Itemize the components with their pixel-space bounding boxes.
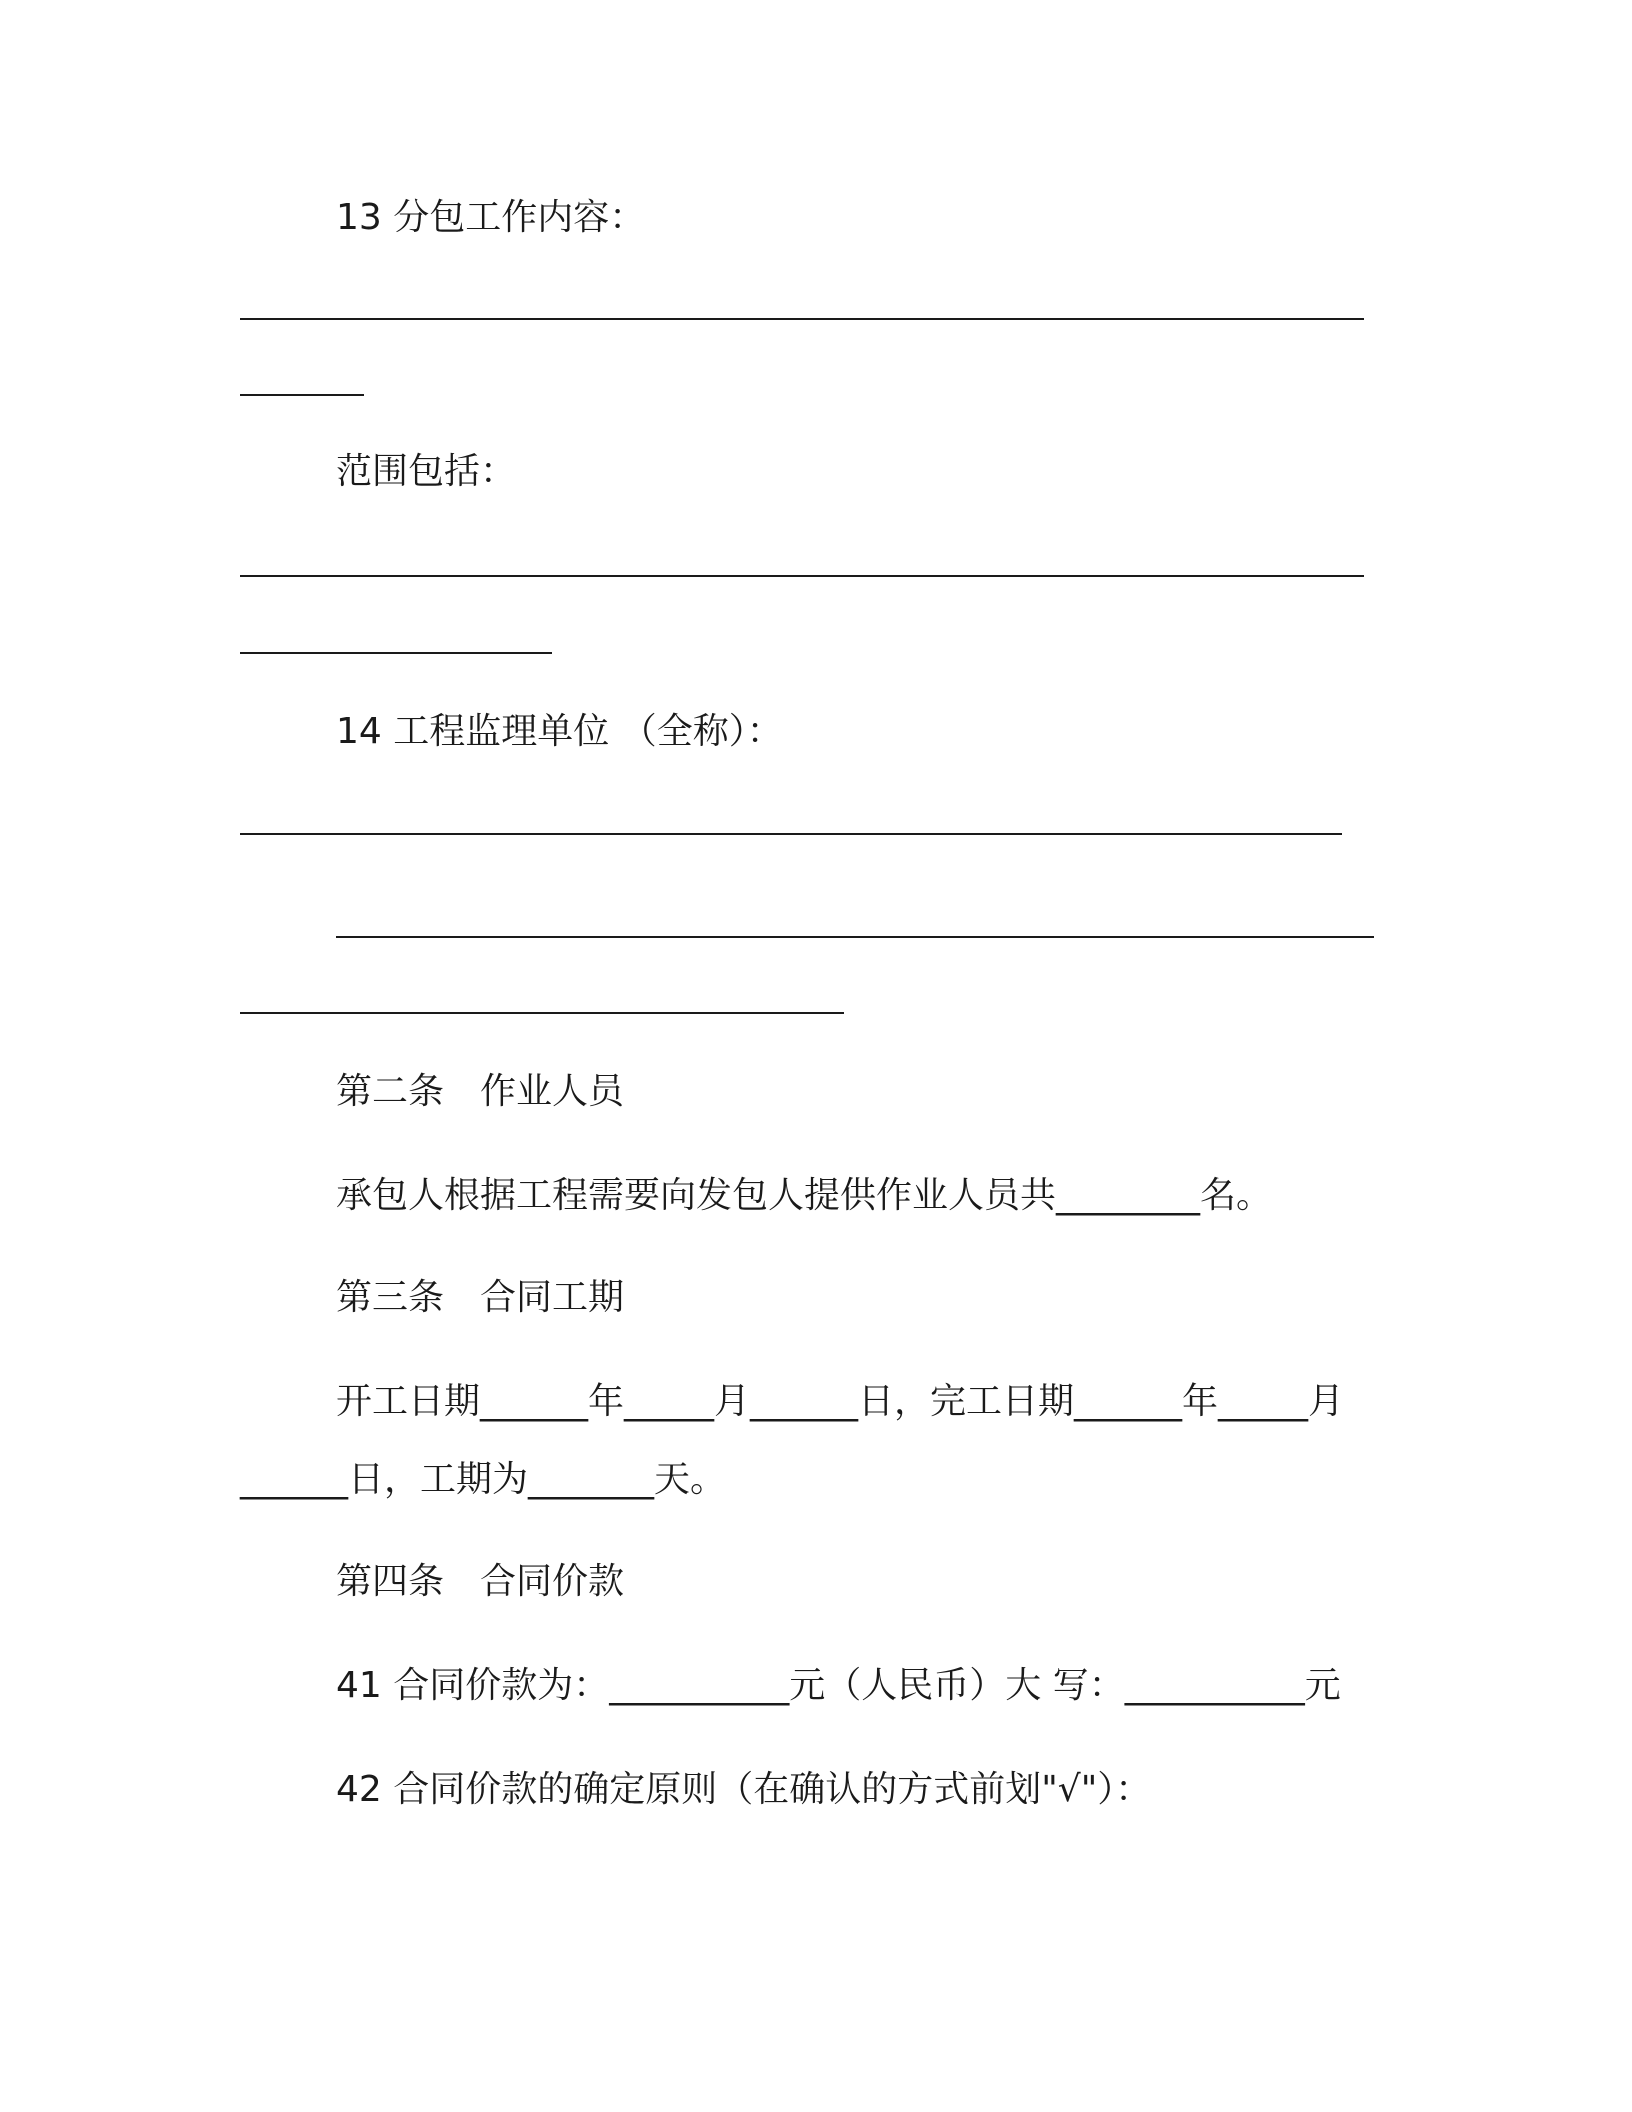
blank-line [240, 318, 1364, 320]
blank-line [240, 1012, 844, 1014]
scope-label: 范围包括： [336, 451, 517, 492]
dates-line-1: 开工日期______年_____月______日，完工日期______年_____月 [336, 1381, 1345, 1422]
clause-41-price: 41 合同价款为：__________元（人民币）大 写：__________元 [336, 1665, 1341, 1706]
article-2-heading: 第二条 作业人员 [336, 1071, 625, 1112]
blank-line [240, 394, 364, 396]
dates-line-2: ______日，工期为_______天。 [240, 1459, 727, 1500]
article-4-heading: 第四条 合同价款 [336, 1561, 625, 1602]
article-3-heading: 第三条 合同工期 [336, 1277, 625, 1318]
clause-13-heading: 13 分包工作内容： [336, 197, 646, 238]
blank-line [240, 575, 1364, 577]
blank-line [240, 833, 1342, 835]
clause-14-heading: 14 工程监理单位 （全称）： [336, 711, 783, 752]
blank-line [336, 936, 1374, 938]
workers-clause: 承包人根据工程需要向发包人提供作业人员共________名。 [336, 1175, 1273, 1216]
blank-line [240, 652, 552, 654]
clause-42-principle: 42 合同价款的确定原则（在确认的方式前划"√"）： [336, 1769, 1152, 1810]
